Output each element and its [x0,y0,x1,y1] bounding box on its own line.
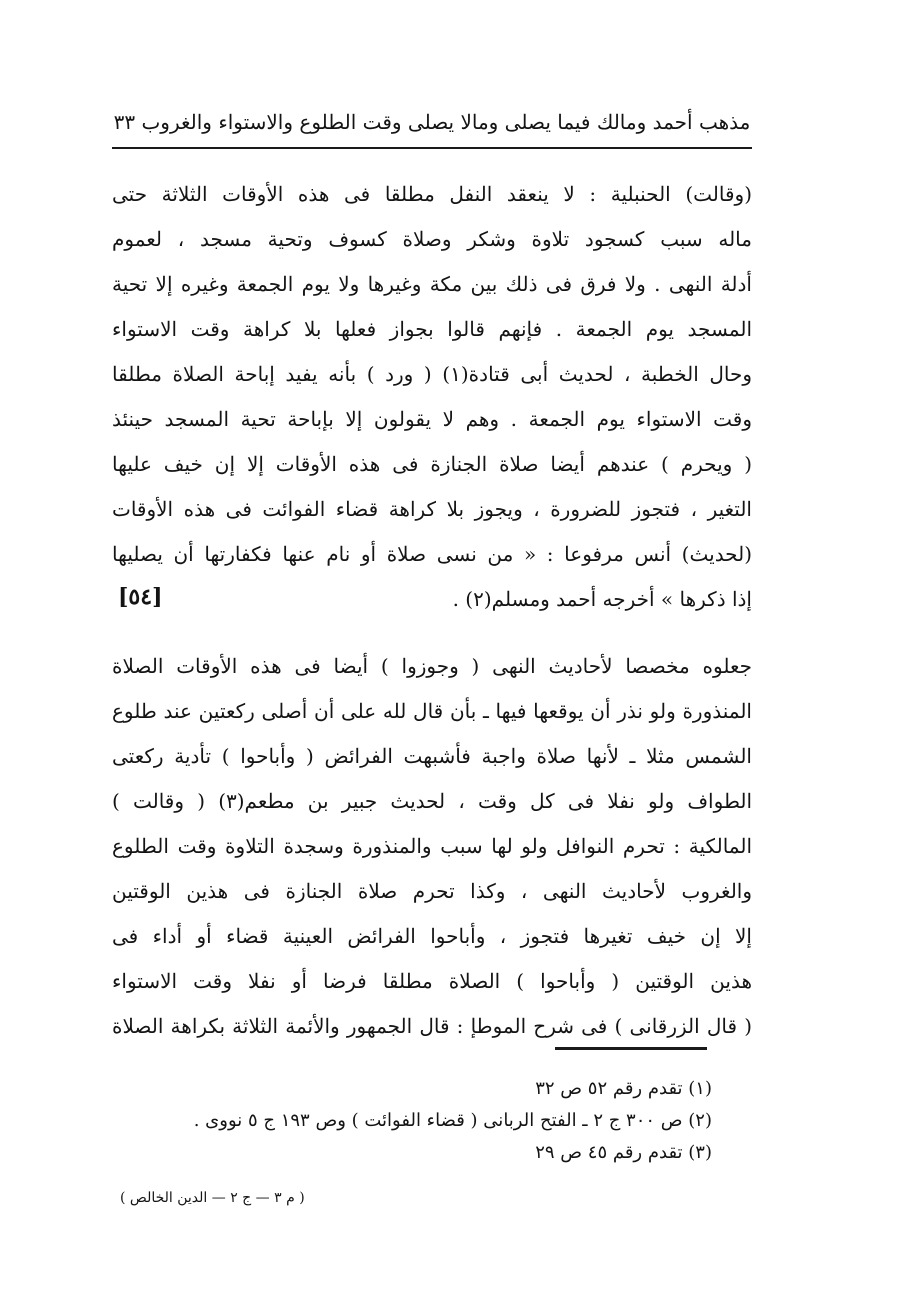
text-line: المسجد يوم الجمعة . فإنهم قالوا بجواز فعلها بلا كراهة وقت الاستواء [112,317,752,341]
text-line: الطواف ولو نفلا فى كل وقت ، لحديث جبير بن مطعم(٣) ( وقالت ) [112,789,752,813]
signature-footer: ( م ٣ — ج ٢ — الدين الخالص ) [120,1190,305,1206]
paragraph-maliki [112,644,752,1049]
footnote: (١) تقدم رقم ٥٢ ص ٣٢ [535,1078,712,1099]
footnotes [112,1073,712,1169]
footnote-rule [555,1047,707,1050]
footnote: (٢) ص ٣٠٠ ج ٢ ـ الفتح الربانى ( قضاء الفوائت ) وص ١٩٣ ج ٥ نووى . [193,1110,712,1131]
header-rule [112,147,752,149]
running-header: مذهب أحمد ومالك فيما يصلى ومالا يصلى وقت الطلوع والاستواء والغروب ٣٣ [113,110,751,134]
text-line: جعلوه مخصصا لأحاديث النهى ( وجوزوا ) أيضا فى هذه الأوقات الصلاة [112,654,752,678]
text-line: ( ويحرم ) عندهم أيضا صلاة الجنازة فى هذه الأوقات إلا إن خيف عليها [112,452,752,476]
text-line: إلا إن خيف تغيرها فتجوز ، وأباحوا الفرائض العينية قضاء أو أداء فى [112,924,752,948]
text-line: ( قال الزرقانى ) فى شرح الموطإ : قال الجمهور والأئمة الثلاثة بكراهة الصلاة [112,1014,752,1038]
hadith-number-marker: [٥٤] [118,584,163,610]
text-line: المنذورة ولو نذر أن يوقعها فيها ـ بأن قال لله على أن أصلى ركعتين عند طلوع [112,699,752,723]
text-line: والغروب لأحاديث النهى ، وكذا تحرم صلاة الجنازة فى هذين الوقتين [112,879,752,903]
text-line: المالكية : تحرم النوافل ولو لها سبب والمنذورة وسجدة التلاوة وقت الطلوع [112,834,752,858]
footnote: (٣) تقدم رقم ٤٥ ص ٢٩ [535,1142,712,1163]
text-line: أدلة النهى . ولا فرق فى ذلك بين مكة وغيرها ولا يوم الجمعة وغيره إلا تحية [112,272,752,296]
text-line: وحال الخطبة ، لحديث أبى قتادة(١) ( ورد ) بأنه يفيد إباحة الصلاة مطلقا [112,362,752,386]
text-line: ماله سبب كسجود تلاوة وشكر وصلاة كسوف وتحية مسجد ، لعموم [112,227,752,251]
text-line: التغير ، فتجوز للضرورة ، ويجوز بلا كراهة قضاء الفوائت فى هذه الأوقات [112,497,752,521]
text-line: هذين الوقتين ( وأباحوا ) الصلاة مطلقا فرضا أو نفلا وقت الاستواء [112,969,752,993]
text-line: وقت الاستواء يوم الجمعة . وهم لا يقولون إلا بإباحة تحية المسجد حينئذ [112,407,752,431]
text-line: (لحديث) أنس مرفوعا : « من نسى صلاة أو نام عنها فكفارتها أن يصليها [112,542,752,566]
text-line: الشمس مثلا ـ لأنها صلاة واجبة فأشبهت الفرائض ( وأباحوا ) تأدية ركعتى [112,744,752,768]
text-line: (وقالت) الحنبلية : لا ينعقد النفل مطلقا فى هذه الأوقات الثلاثة حتى [112,182,752,206]
text-line: إذا ذكرها » أخرجه أحمد ومسلم(٢) . [452,587,752,611]
paragraph-hanbali [112,172,752,622]
